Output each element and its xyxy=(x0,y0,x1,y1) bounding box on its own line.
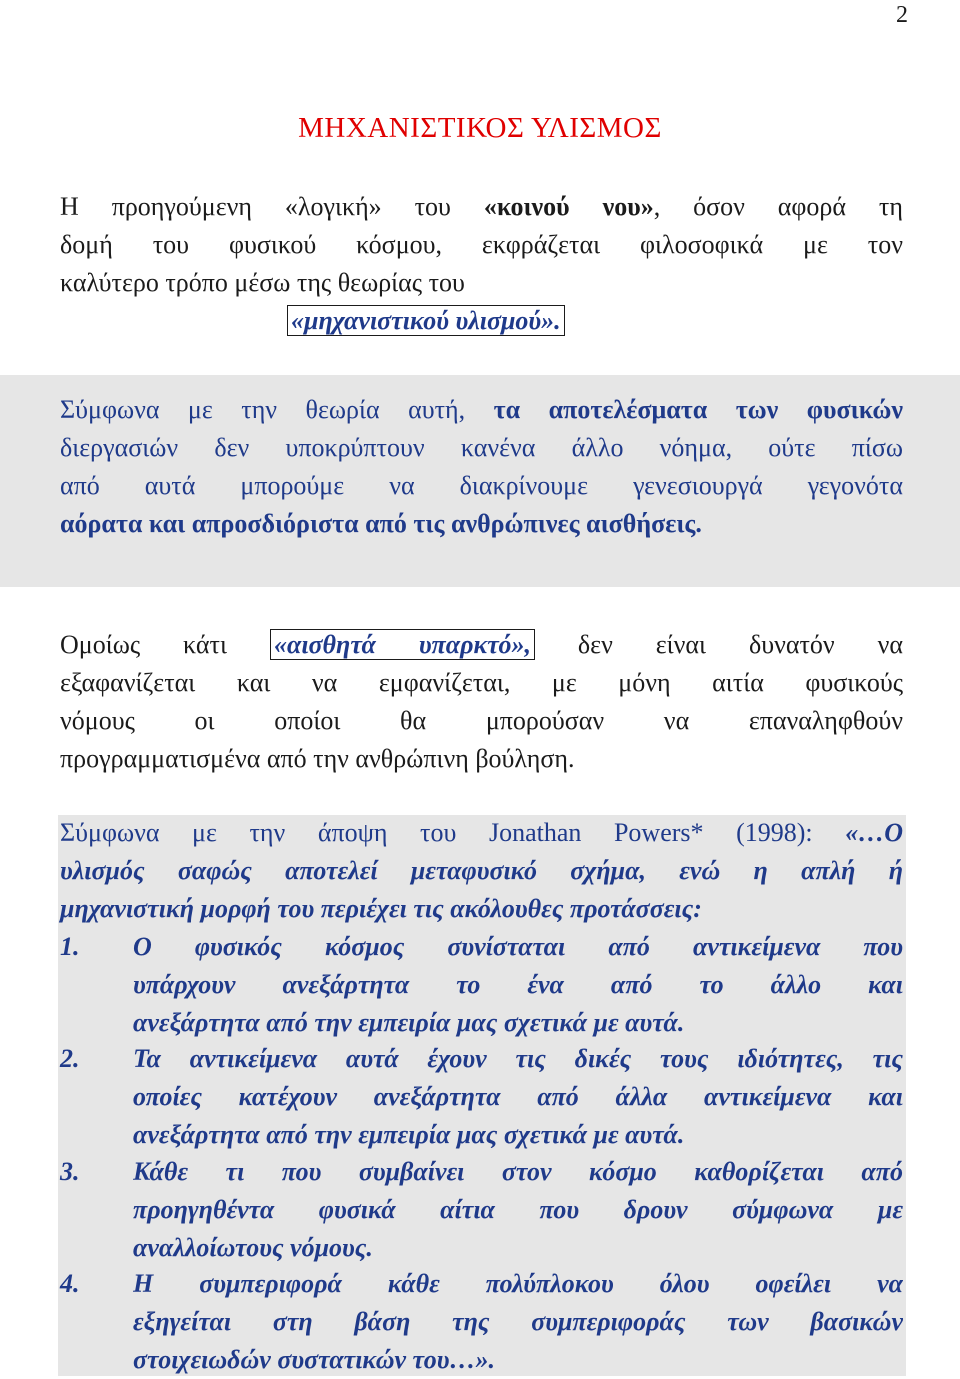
list-item-line: Η συμπεριφορά κάθε πολύπλοκου όλου οφείλει να xyxy=(133,1269,903,1298)
theory-line-1 xyxy=(60,391,903,429)
list-item-line: στοιχειωδών συστατικών του…». xyxy=(133,1345,495,1374)
intro-text: Η προηγούμενη «λογική» του xyxy=(60,192,484,221)
item-number-3: 3. xyxy=(60,1157,80,1186)
sensible-line-3: νόμους οι οποίοι θα μπορούσαν να επαναληφθούν xyxy=(60,706,903,735)
theory-line-2: διεργασιών δεν υποκρύπτουν κανένα άλλο νόημα, ούτε πίσω xyxy=(60,433,903,462)
item-number-1: 1. xyxy=(60,932,80,961)
quote-line-1 xyxy=(60,814,903,852)
list-item-line: Ο φυσικός κόσμος συνίσταται από αντικείμενα που xyxy=(133,932,903,961)
intro-text: , όσον αφορά τη xyxy=(653,192,903,221)
page-number: 2 xyxy=(896,2,908,28)
list-item-line: εξηγείται στη βάση της συμπεριφοράς των βασικών xyxy=(133,1307,903,1336)
item-number-4: 4. xyxy=(60,1269,80,1298)
quote-line-3: μηχανιστική μορφή του περιέχει τις ακόλουθες προτάσσεις: xyxy=(60,894,702,923)
sensible-line-2: εξαφανίζεται και να εμφανίζεται, με μόνη αιτία φυσικούς xyxy=(60,668,903,697)
sensible-line-1 xyxy=(60,626,903,664)
theory-line-3: από αυτά μπορούμε να διακρίνουμε γενεσιουργά γεγονότα xyxy=(60,471,903,500)
quote-intro: Σύμφωνα με την άποψη του Jonathan Powers* (1998): xyxy=(60,818,846,847)
theory-line-4 xyxy=(60,505,903,543)
intro-line-3: καλύτερο τρόπο μέσω της θεωρίας του xyxy=(60,268,465,297)
theory-emphasis: τα αποτελέσματα των φυσικών xyxy=(493,395,903,424)
paragraph-theory xyxy=(60,391,903,543)
intro-line-4 xyxy=(60,302,903,340)
common-sense-term: «κοινού νου» xyxy=(483,192,654,221)
list-item-3 xyxy=(133,1153,903,1267)
sensible-text: Ομοίως κάτι xyxy=(60,630,270,659)
list-item-line: οποίες κατέχουν ανεξάρτητα από άλλα αντικείμενα και xyxy=(133,1082,903,1111)
list-item-line: αναλλοίωτους νόμους. xyxy=(133,1233,373,1262)
intro-line-1 xyxy=(60,188,903,226)
quote-line-2: υλισμός σαφώς αποτελεί μεταφυσικό σχήμα, ενώ η απλή ή xyxy=(60,856,903,885)
theory-text: Σύμφωνα με την θεωρία αυτή, xyxy=(60,395,494,424)
paragraph-quote xyxy=(60,814,903,928)
paragraph-sensible xyxy=(60,626,903,778)
item-number-2: 2. xyxy=(60,1044,80,1073)
list-item-line: προηγηθέντα φυσικά αίτια που δρουν σύμφωνα με xyxy=(133,1195,903,1224)
list-item-line: Κάθε τι που συμβαίνει στον κόσμο καθορίζεται από xyxy=(133,1157,903,1186)
theory-emphasis: αόρατα και απροσδιόριστα από τις ανθρώπινες αισθήσεις. xyxy=(60,509,702,538)
intro-line-2: δομή του φυσικού κόσμου, εκφράζεται φιλοσοφικά με τον xyxy=(60,230,903,259)
list-item-1 xyxy=(133,928,903,1042)
page-title: ΜΗΧΑΝΙΣΤΙΚΟΣ ΥΛΙΣΜΟΣ xyxy=(298,112,662,144)
quote-start: «…Ο xyxy=(845,818,903,847)
sensible-existence-term: «αισθητά υπαρκτό», xyxy=(270,629,535,660)
list-item-2 xyxy=(133,1040,903,1154)
list-item-line: υπάρχουν ανεξάρτητα το ένα από το άλλο και xyxy=(133,970,903,999)
list-item-line: ανεξάρτητα από την εμπειρία μας σχετικά με αυτά. xyxy=(133,1008,685,1037)
sensible-line-4: προγραμματισμένα από την ανθρώπινη βούληση. xyxy=(60,744,575,773)
list-item-line: ανεξάρτητα από την εμπειρία μας σχετικά με αυτά. xyxy=(133,1120,685,1149)
mechanistic-materialism-term: «μηχανιστικού υλισμού». xyxy=(287,305,565,336)
list-item-4 xyxy=(133,1265,903,1379)
paragraph-intro xyxy=(60,188,903,340)
list-item-line: Τα αντικείμενα αυτά έχουν τις δικές τους ιδιότητες, τις xyxy=(133,1044,903,1073)
sensible-text: δεν είναι δυνατόν να xyxy=(534,630,903,659)
